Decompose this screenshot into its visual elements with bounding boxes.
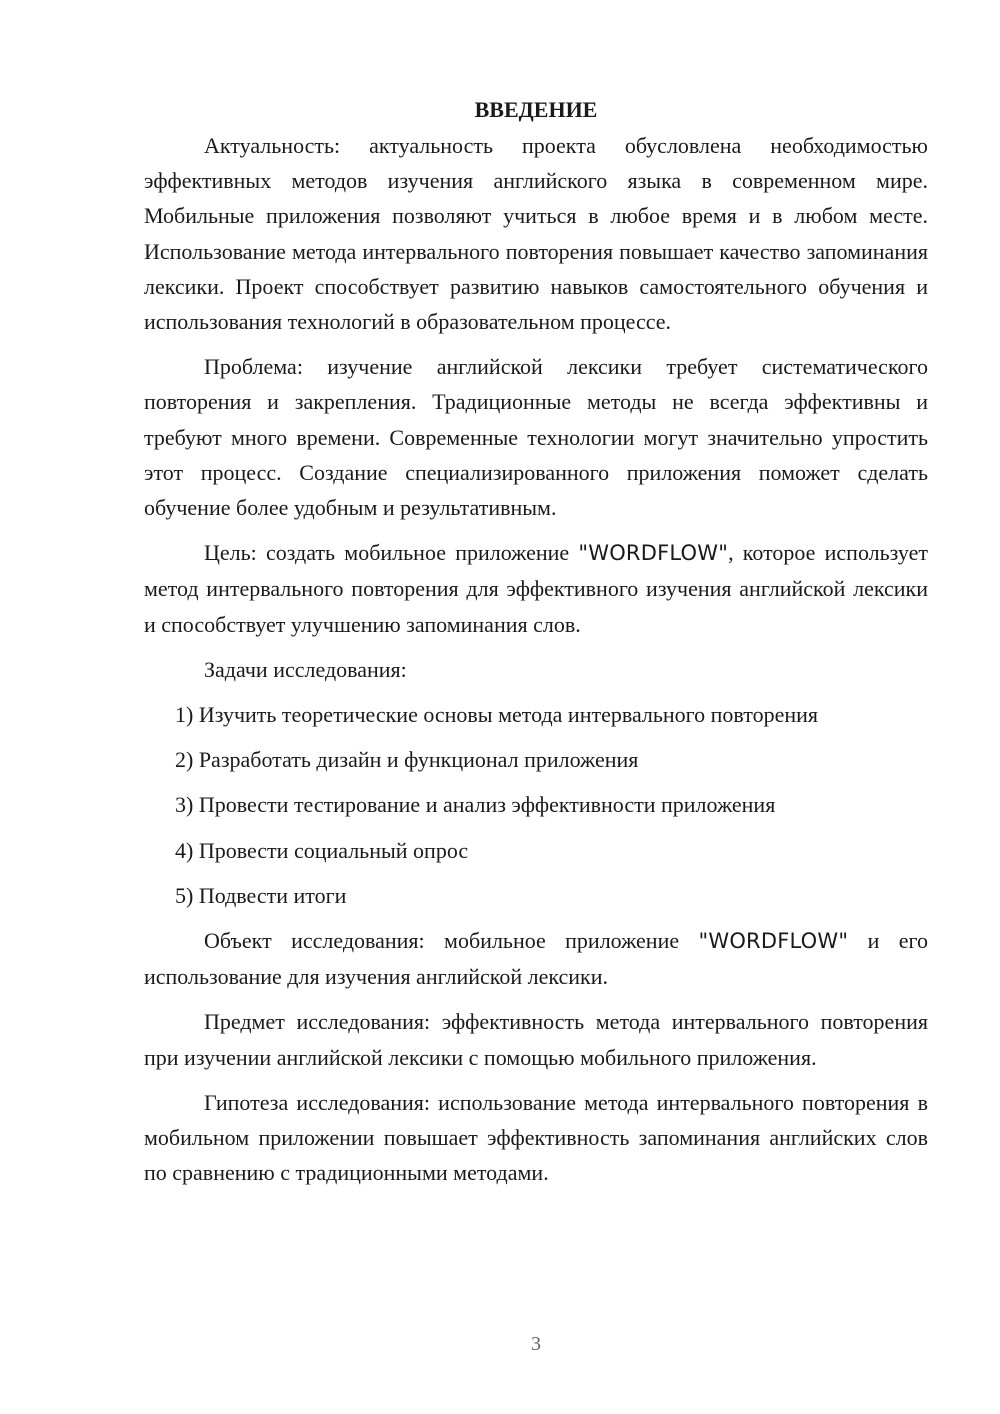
page-number: 3 — [531, 1333, 541, 1355]
task-item-2: 2) Разработать дизайн и функционал приложения — [175, 747, 639, 773]
task-item-3: 3) Провести тестирование и анализ эффективности приложения — [175, 792, 776, 818]
section-title: ВВЕДЕНИЕ — [474, 97, 598, 122]
goal-text-start: Цель: создать мобильное приложение — [204, 540, 579, 566]
relevance-paragraph: Актуальность: актуальность проекта обусловлена необходимостью эффективных методов изучения английского языка в современном мире. Мобильные приложения позволяют учиться в любое время и в любом месте. Использование метода интервального повторения повышает качество запоминания лексики. Проект способствует развитию навыков самостоятельного обучения и использования технологий в образовательном процессе. — [144, 133, 928, 335]
object-paragraph — [144, 923, 928, 994]
subject-paragraph: Предмет исследования: эффективность метода интервального повторения при изучении английской лексики с помощью мобильного приложения. — [144, 1009, 928, 1070]
goal-app-name: "WORDFLOW" — [578, 541, 729, 566]
object-text-start: Объект исследования: мобильное приложение — [204, 928, 699, 954]
hypothesis-paragraph: Гипотеза исследования: использование метода интервального повторения в мобильном приложении повышает эффективность запоминания английских слов по сравнению с традиционными методами. — [144, 1089, 928, 1186]
object-text-end: и его использование для изучения английской лексики. — [144, 928, 928, 990]
task-item-5: 5) Подвести итоги — [175, 882, 347, 908]
problem-paragraph: Проблема: изучение английской лексики требует систематического повторения и закрепления. Традиционные методы не всегда эффективны и требуют много времени. Современные технологии могут значительно упростить этот процесс. Создание специализированного приложения поможет сделать обучение более удобным и результативным. — [144, 354, 928, 521]
object-app-name: "WORDFLOW" — [698, 929, 849, 954]
tasks-list — [144, 697, 928, 913]
goal-text-end: , которое использует метод интервального повторения для эффективного изучения английской лексики и способствует улучшению запоминания слов. — [144, 540, 928, 637]
task-item-4: 4) Провести социальный опрос — [175, 837, 469, 863]
task-item-1: 1) Изучить теоретические основы метода интервального повторения — [175, 702, 819, 728]
goal-paragraph — [144, 535, 928, 642]
tasks-heading: Задачи исследования: — [204, 656, 407, 682]
page-content — [144, 92, 928, 1200]
